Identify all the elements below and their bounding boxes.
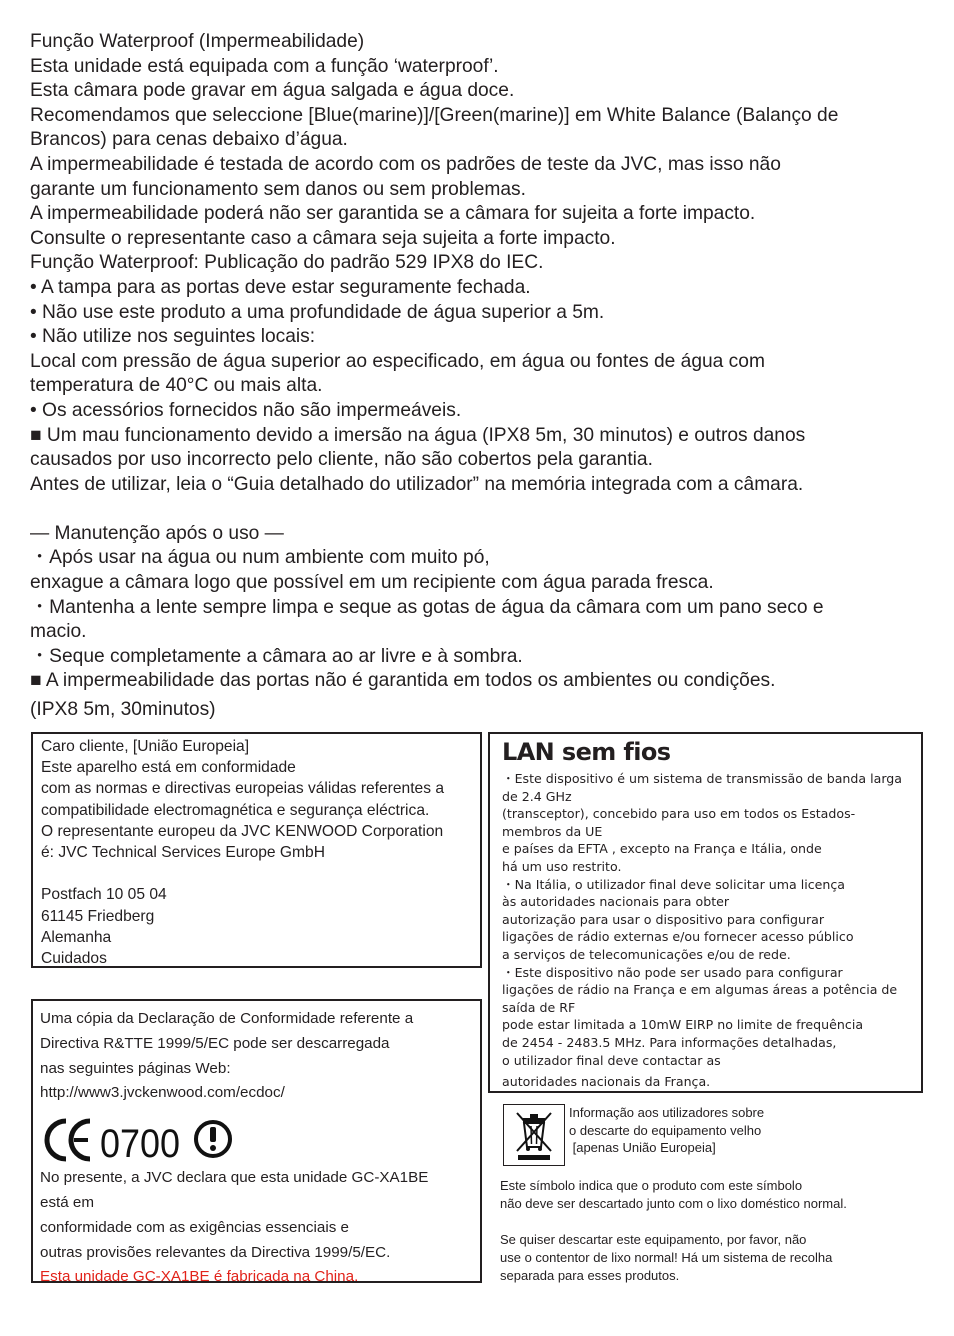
text-line: macio.	[30, 621, 87, 643]
text-line: O representante europeu da JVC KENWOOD Corporation	[41, 822, 444, 840]
text-line: Informação aos utilizadores sobre	[569, 1105, 765, 1120]
certification-marks	[40, 1110, 480, 1166]
text-line: e países da EFTA , excepto na França e Itália, onde	[502, 841, 822, 857]
text-line: outras provisões relevantes da Directiva 1999/5/EC.	[40, 1243, 391, 1261]
text-line: Recomendamos que seleccione [Blue(marine)]/[Green(marine)] em White Balance (Balanço de	[30, 104, 839, 126]
text-line: a serviços de telecomunicações e/ou de rede.	[502, 946, 791, 962]
disposal-body	[500, 1177, 847, 1285]
ce-number: 0700	[100, 1122, 180, 1167]
text-line: de 2.4 GHz	[502, 788, 572, 804]
text-line: Este símbolo indica que o produto com este símbolo	[500, 1178, 803, 1193]
text-line: nas seguintes páginas Web:	[40, 1059, 231, 1077]
eu-conformity-box	[31, 732, 482, 968]
text-line: Esta unidade está equipada com a função ‘waterproof’.	[30, 55, 499, 77]
text-line: com as normas e directivas europeias válidas referentes a	[41, 780, 445, 798]
ce-mark-icon	[42, 1116, 242, 1168]
text-line: ・Seque completamente a câmara ao ar livre e à sombra.	[30, 645, 523, 667]
text-line: ・Este dispositivo não pode ser usado para configurar	[502, 964, 843, 980]
text-line: de 2454 - 2483.5 MHz. Para informações detalhadas,	[502, 1034, 837, 1050]
text-line: • Não use este produto a uma profundidade de água superior a 5m.	[30, 301, 605, 323]
wireless-lan-box	[488, 732, 923, 1093]
text-line: autorização para usar o dispositivo para configurar	[502, 911, 825, 927]
text-line: não deve ser descartado junto com o lixo doméstico normal.	[500, 1196, 847, 1211]
ipx-rating: (IPX8 5m, 30minutos)	[30, 699, 216, 721]
text-line: Consulte o representante caso a câmara seja sujeita a forte impacto.	[30, 227, 616, 249]
waterproof-section	[30, 30, 930, 723]
text-line: autoridades nacionais da França.	[502, 1074, 711, 1090]
text-line: ・Na Itália, o utilizador final deve solicitar uma licença	[502, 876, 846, 892]
address-line: Postfach 10 05 04	[41, 886, 167, 904]
text-line: ・Após usar na água ou num ambiente com muito pó,	[30, 547, 490, 569]
text-line: compatibilidade electromagnética e segurança eléctrica.	[41, 801, 430, 819]
declaration-url: http://www3.jvckenwood.com/ecdoc/	[40, 1084, 285, 1102]
text-line: [apenas União Europeia]	[569, 1140, 716, 1156]
text-line: o descarte do equipamento velho	[569, 1122, 762, 1138]
text-line: A impermeabilidade poderá não ser garantida se a câmara for sujeita a forte impacto.	[30, 203, 756, 225]
spacer	[500, 1213, 847, 1231]
bin-symbol	[504, 1105, 564, 1165]
disposal-heading	[569, 1104, 764, 1157]
text-line: o utilizador final deve contactar as	[502, 1052, 721, 1068]
text-line: Antes de utilizar, leia o “Guia detalhado do utilizador” na memória integrada com a câmara.	[30, 473, 804, 495]
text-line: está em	[40, 1193, 95, 1211]
text-line: Local com pressão de água superior ao especificado, em água ou fontes de água com	[30, 350, 765, 372]
text-line: garante um funcionamento sem danos ou sem problemas.	[30, 178, 526, 200]
text-line: (transceptor), concebido para uso em todos os Estados-	[502, 806, 856, 822]
crossed-out-bin-icon	[503, 1104, 565, 1166]
alert-circle-icon	[196, 1122, 230, 1156]
text-line: Brancos) para cenas debaixo d’água.	[30, 129, 348, 151]
text-line: enxague a câmara logo que possível em um recipiente com água parada fresca.	[30, 572, 714, 594]
text-line: é: JVC Technical Services Europe GmbH	[41, 844, 325, 862]
text-line: separada para esses produtos.	[500, 1268, 680, 1283]
text-line: • Os acessórios fornecidos não são impermeáveis.	[30, 399, 462, 421]
address-line: Cuidados	[41, 950, 107, 968]
text-line: use o contentor de lixo normal! Há um sistema de recolha	[500, 1250, 833, 1265]
text-line: saída de RF	[502, 999, 576, 1015]
text-line: às autoridades nacionais para obter	[502, 894, 730, 910]
made-in-notice: Esta unidade GC-XA1BE é fabricada na China.	[40, 1268, 359, 1286]
text-line: ■ Um mau funcionamento devido a imersão na água (IPX8 5m, 30 minutos) e outros danos	[30, 424, 806, 446]
spacer	[41, 863, 480, 884]
address-line: Alemanha	[41, 928, 112, 946]
text-line: ・Este dispositivo é um sistema de transmissão de banda larga	[502, 771, 902, 786]
text-line: • Não utilize nos seguintes locais:	[30, 326, 316, 348]
declaration-box	[31, 999, 482, 1286]
text-line: ligações de rádio externas e/ou fornecer acesso público	[502, 929, 854, 945]
text-line: Se quiser descartar este equipamento, por favor, não	[500, 1232, 807, 1247]
text-line: Caro cliente, [União Europeia]	[41, 738, 250, 755]
lan-title: LAN sem fios	[502, 738, 671, 766]
text-line: membros da UE	[502, 823, 603, 839]
text-line: ligações de rádio na França e em algumas áreas a potência de	[502, 982, 898, 998]
text-line: Função Waterproof (Impermeabilidade)	[30, 31, 365, 52]
text-line: Directiva R&TTE 1999/5/EC pode ser descarregada	[40, 1034, 390, 1052]
text-line: ■ A impermeabilidade das portas não é garantida em todos os ambientes ou condições.	[30, 670, 776, 692]
text-line: Função Waterproof: Publicação do padrão 529 IPX8 do IEC.	[30, 252, 544, 274]
text-line: pode estar limitada a 10mW EIRP no limite de frequência	[502, 1017, 864, 1033]
text-line: causados por uso incorrecto pelo cliente, não são cobertos pela garantia.	[30, 449, 653, 471]
address-line: 61145 Friedberg	[41, 907, 155, 925]
text-line: Esta câmara pode gravar em água salgada e água doce.	[30, 80, 515, 102]
text-line: • A tampa para as portas deve estar seguramente fechada.	[30, 276, 531, 298]
text-line: temperatura de 40°C ou mais alta.	[30, 375, 323, 397]
text-line: No presente, a JVC declara que esta unidade GC-XA1BE	[40, 1169, 429, 1187]
spacer	[30, 497, 930, 522]
text-line: A impermeabilidade é testada de acordo com os padrões de teste da JVC, mas isso não	[30, 153, 781, 175]
text-line: Este aparelho está em conformidade	[41, 759, 296, 777]
maintenance-heading: — Manutenção após o uso —	[30, 522, 284, 544]
text-line: conformidade com as exigências essenciais e	[40, 1218, 349, 1236]
text-line: ・Mantenha a lente sempre limpa e seque as gotas de água da câmara com um pano seco e	[30, 596, 824, 618]
text-line: há um uso restrito.	[502, 858, 622, 874]
text-line: Uma cópia da Declaração de Conformidade referente a	[40, 1010, 414, 1027]
